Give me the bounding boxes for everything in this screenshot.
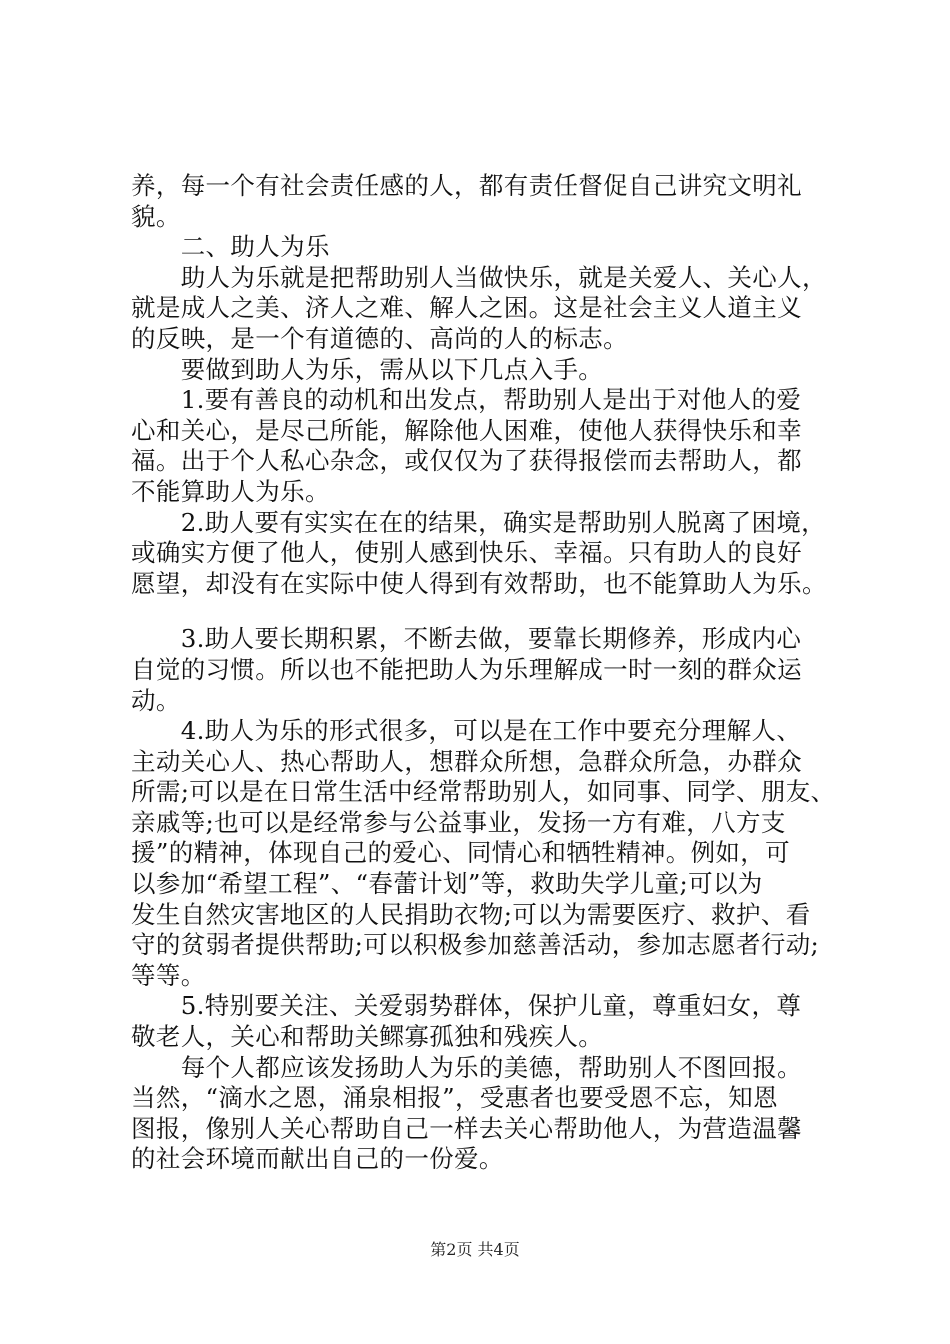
text-line: 貌。	[131, 201, 181, 231]
text-line: 图报，像别人关心帮助自己一样去关心帮助他人，为营造温馨	[131, 1113, 802, 1143]
text-line: 或确实方便了他人，使别人感到快乐、幸福。只有助人的良好	[131, 538, 802, 568]
text-line: 敬老人，关心和帮助关鳏寡孤独和残疾人。	[131, 1022, 604, 1052]
text-line: 援”的精神，体现自己的爱心、同情心和牺牲精神。例如，可	[131, 838, 790, 868]
text-line: 2.助人要有实实在在的结果，确实是帮助别人脱离了困境，	[131, 507, 827, 537]
text-line: 每个人都应该发扬助人为乐的美德，帮助别人不图回报。	[131, 1052, 802, 1082]
text-line: 福。出于个人私心杂念，或仅仅为了获得报偿而去帮助人，都	[131, 446, 802, 476]
text-line: 当然，“滴水之恩，涌泉相报”，受惠者也要受恩不忘，知恩	[131, 1083, 778, 1113]
section-heading: 二、助人为乐	[131, 232, 330, 262]
text-line: 发生自然灾害地区的人民捐助衣物;可以为需要医疗、救护、看	[131, 899, 811, 929]
text-line: 的反映，是一个有道德的、高尚的人的标志。	[131, 323, 628, 353]
text-line: 1.要有善良的动机和出发点，帮助别人是出于对他人的爱	[131, 385, 802, 415]
text-line: 4.助人为乐的形式很多，可以是在工作中要充分理解人、	[131, 716, 802, 746]
text-line: 动。	[131, 685, 181, 715]
text-line: 主动关心人、热心帮助人，想群众所想，急群众所急，办群众	[131, 746, 802, 776]
text-line: 助人为乐就是把帮助别人当做快乐，就是关爱人、关心人，	[131, 262, 827, 292]
text-line: 心和关心，是尽己所能，解除他人困难，使他人获得快乐和幸	[131, 415, 802, 445]
text-line: 愿望，却没有在实际中使人得到有效帮助，也不能算助人为乐。	[131, 568, 827, 598]
text-line: 养，每一个有社会责任感的人，都有责任督促自己讲究文明礼	[131, 171, 802, 200]
text-line: 就是成人之美、济人之难、解人之困。这是社会主义人道主义	[131, 293, 802, 323]
paragraph-gap	[131, 599, 843, 624]
text-line: 5.特别要关注、关爱弱势群体，保护儿童，尊重妇女，尊	[131, 991, 802, 1021]
page-number-footer: 第2页 共4页	[430, 1240, 520, 1259]
text-line: 自觉的习惯。所以也不能把助人为乐理解成一时一刻的群众运	[131, 654, 802, 684]
text-line: 亲戚等;也可以是经常参与公益事业，发扬一方有难，八方支	[131, 807, 786, 837]
text-line: 守的贫弱者提供帮助;可以积极参加慈善活动，参加志愿者行动;	[131, 930, 820, 960]
text-line: 不能算助人为乐。	[131, 476, 330, 506]
text-line: 所需;可以是在日常生活中经常帮助别人，如同事、同学、朋友、	[131, 777, 836, 807]
text-line: 以参加“希望工程”、“春蕾计划”等，救助失学儿童;可以为	[131, 869, 763, 899]
text-line: 等等。	[131, 960, 206, 990]
body-text	[131, 171, 843, 1175]
text-line: 的社会环境而献出自己的一份爱。	[131, 1144, 504, 1174]
text-line: 3.助人要长期积累，不断去做，要靠长期修养，形成内心	[131, 624, 802, 654]
text-line: 要做到助人为乐，需从以下几点入手。	[131, 354, 604, 384]
